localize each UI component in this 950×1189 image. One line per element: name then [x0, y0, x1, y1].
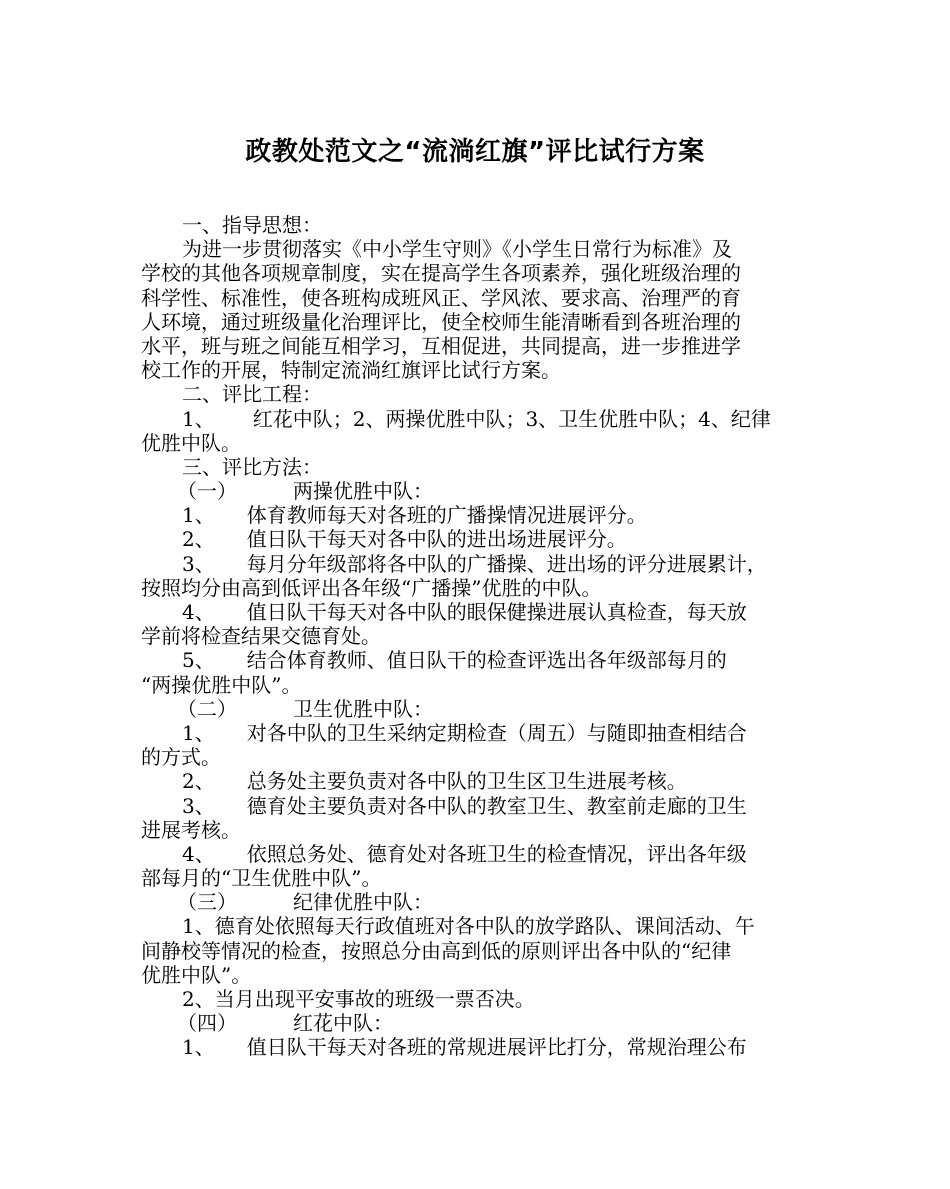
- paragraph-line: [141, 987, 817, 1011]
- text-line: 按照均分由高到低评出各年级“广播操”优胜的中队。: [141, 575, 602, 600]
- text-line: 德育处主要负责对各中队的教室卫生、教室前走廊的卫生: [246, 793, 747, 818]
- list-number: 3、: [182, 551, 215, 576]
- text-line: 优胜中队”。: [141, 962, 252, 987]
- paragraph-line: [141, 237, 817, 261]
- text-line: 对各中队的卫生采纳定期检查（周五）与随即抽查相结合: [246, 720, 747, 745]
- list-item: [141, 527, 817, 551]
- list-number: 3、: [182, 793, 215, 818]
- list-item: [141, 407, 817, 431]
- list-number: 1、: [182, 720, 215, 745]
- text-line: 校工作的开展，特制定流淌红旗评比试行方案。: [141, 358, 561, 383]
- list-item: [141, 721, 817, 745]
- text-line: 水平，班与班之间能互相学习，互相促进，共同提高，进一步推进学: [141, 333, 741, 358]
- text-line: 的方式。: [141, 745, 221, 770]
- list-item: [141, 769, 817, 793]
- text-line: 科学性、标准性，使各班构成班风正、学风浓、要求高、治理严的育: [141, 285, 741, 310]
- text-line: 人环境，通过班级量化治理评比，使全校师生能清晰看到各班治理的: [141, 309, 741, 334]
- list-number: 1、: [182, 503, 215, 528]
- text-line: 总务处主要负责对各中队的卫生区卫生进展考核。: [246, 769, 687, 794]
- list-number: 4、: [182, 600, 215, 624]
- text-line: 部每月的“卫生优胜中队”。: [141, 866, 382, 891]
- paragraph-line: [141, 286, 817, 310]
- list-item: [141, 648, 817, 672]
- text-line: 值日队干每天对各班的常规进展评比打分，常规治理公布: [246, 1035, 747, 1060]
- paragraph-line: [141, 745, 817, 769]
- paragraph-line: [141, 673, 817, 697]
- text-line: 学校的其他各项规章制度，实在提高学生各项素养，强化班级治理的: [141, 261, 741, 286]
- paragraph-line: [141, 818, 817, 842]
- text-line: 间静校等情况的检查，按照总分由高到低的原则评出各中队的“纪律: [141, 938, 732, 963]
- list-item: [141, 842, 817, 866]
- subsection-heading: [141, 890, 817, 914]
- list-item: [141, 600, 817, 624]
- text-line: 优胜中队。: [141, 430, 241, 455]
- subsection-title: 纪律优胜中队：: [293, 890, 433, 915]
- paragraph-line: [141, 963, 817, 987]
- list-item: [141, 1035, 817, 1059]
- subsection-number: （二）: [177, 696, 237, 721]
- paragraph-line: [141, 939, 817, 963]
- text-line: 结合体育教师、值日队干的检查评选出各年级部每月的: [246, 648, 727, 673]
- list-number: 4、: [182, 841, 215, 866]
- list-item: [141, 552, 817, 576]
- subsection-title: 两操优胜中队：: [293, 479, 433, 504]
- paragraph-line: [141, 261, 817, 285]
- paragraph-line: [141, 624, 817, 648]
- paragraph-line: [141, 310, 817, 334]
- list-item: [141, 794, 817, 818]
- text-line: 依照总务处、德育处对各班卫生的检查情况，评出各年级: [246, 841, 747, 866]
- section-heading-evaluation-items: [141, 382, 817, 406]
- list-number: 1、: [182, 1035, 215, 1060]
- subsection-title: 卫生优胜中队：: [293, 696, 433, 721]
- paragraph-line: [141, 576, 817, 600]
- subsection-number: （一）: [177, 479, 237, 504]
- subsection-heading: [141, 697, 817, 721]
- list-number: 1、: [182, 406, 215, 431]
- text-line: 一、指导思想：: [182, 213, 322, 237]
- paragraph-line: [141, 334, 817, 358]
- text-line: 为进一步贯彻落实《中小学生守则》《小学生日常行为标准》及: [182, 237, 732, 262]
- list-number: 2、: [182, 527, 215, 552]
- document-title: 政教处范文之“流淌红旗”评比试行方案: [245, 137, 705, 167]
- list-item: [141, 503, 817, 527]
- text-line: 学前将检查结果交德育处。: [141, 624, 381, 649]
- paragraph-line: [141, 431, 817, 455]
- subsection-heading: [141, 479, 817, 503]
- list-number: 2、: [182, 769, 215, 794]
- paragraph-line: [141, 358, 817, 382]
- text-line: 二、评比工程：: [182, 382, 322, 407]
- paragraph-line: [141, 914, 817, 938]
- subsection-number: （三）: [177, 890, 237, 915]
- text-line: 值日队干每天对各中队的进出场进展评分。: [246, 527, 627, 552]
- subsection-heading: [141, 1011, 817, 1035]
- document-body: [141, 213, 817, 1060]
- text-line: 三、评比方法：: [182, 454, 322, 479]
- paragraph-line: [141, 866, 817, 890]
- section-heading-guiding-ideology: [141, 213, 817, 237]
- list-number: 5、: [182, 648, 215, 673]
- subsection-title: 红花中队：: [293, 1011, 393, 1036]
- text-line: 体育教师每天对各班的广播操情况进展评分。: [246, 503, 647, 528]
- text-line: 值日队干每天对各中队的眼保健操进展认真检查，每天放: [246, 600, 747, 624]
- subsection-number: （四）: [177, 1011, 237, 1036]
- text-line: 每月分年级部将各中队的广播操、进出场的评分进展累计，: [246, 551, 767, 576]
- text-line: 进展考核。: [141, 817, 241, 842]
- section-heading-evaluation-method: [141, 455, 817, 479]
- text-line: “两操优胜中队”。: [141, 672, 302, 697]
- text-line: 1、德育处依照每天行政值班对各中队的放学路队、课间活动、午: [182, 914, 755, 939]
- text-line: 红花中队；2、两操优胜中队；3、卫生优胜中队；4、纪律: [252, 406, 771, 431]
- text-line: 2、当月出现平安事故的班级一票否决。: [182, 987, 535, 1011]
